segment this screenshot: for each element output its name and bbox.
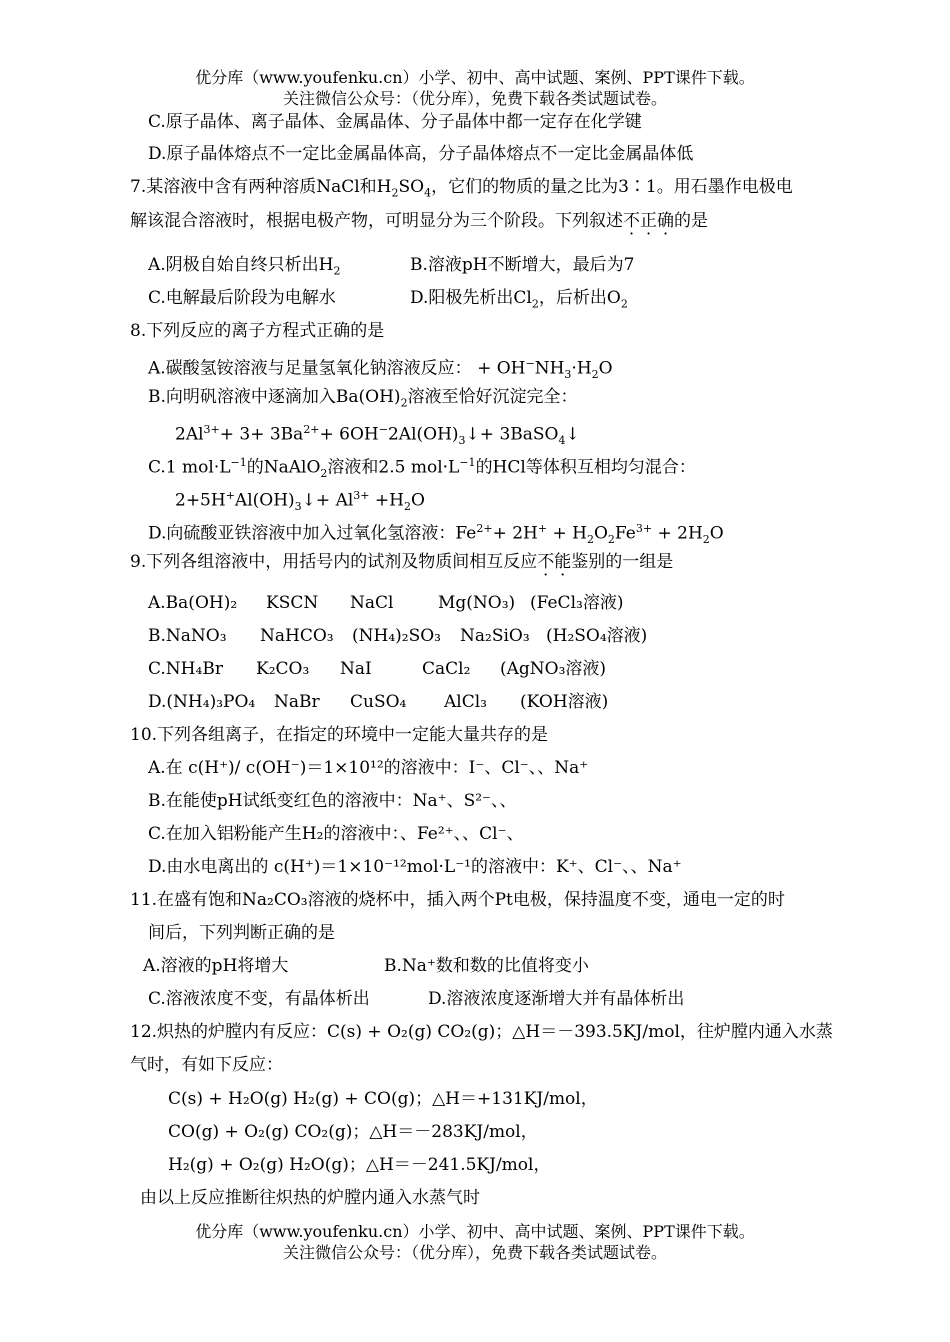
reagent-cell: NaHCO₃ xyxy=(260,626,334,646)
reagent-cell: Mg(NO₃) xyxy=(438,593,516,613)
footer-line-1: 优分库（www.youfenku.cn）小学、初中、高中试题、案例、PPT课件下载。 xyxy=(195,1222,755,1241)
emphasis-char: 确 xyxy=(657,211,674,231)
reagent-cell: B.NaNO₃ xyxy=(148,626,227,646)
reagent-cell: AlCl₃ xyxy=(444,692,487,712)
q9-stem: 9.下列各组溶液中，用括号内的试剂及物质间相互反应不能鉴别的一组是 xyxy=(130,552,674,572)
q12-stem-line-1: 12.炽热的炉膛内有反应：C(s) + O₂(g) CO₂(g)；△H＝－393.5KJ/mol，往炉膛内通入水蒸 xyxy=(130,1022,833,1042)
footer-line-2: 关注微信公众号：（优分库），免费下载各类试题试卷。 xyxy=(282,1243,667,1262)
q7-option-b: B.溶液pH不断增大，最后为7 xyxy=(410,255,635,275)
q10-option-c: C.在加入铝粉能产生H₂的溶液中：、Fe²⁺、、Cl⁻、 xyxy=(148,824,524,844)
q8-option-b-equation: $2Al^{3+}+ 3+ 3Ba^{2+}+$ $6OH^-2Al(OH)_3↓+$ 3BaSO$_4$↓ xyxy=(175,423,580,448)
q10-option-a: A.在 c(H⁺)/ c(OH⁻)＝1×10¹²的溶液中：I⁻、Cl⁻、、Na⁺ xyxy=(148,758,589,778)
q12-conclusion: 由以上反应推断往炽热的炉膛内通入水蒸气时 xyxy=(140,1188,480,1208)
q7-stem-line-1: 7.某溶液中含有两种溶质NaCl和$H_2SO_4$，它们的物质的量之比为3∶1。用石墨作电极电 xyxy=(130,177,793,200)
q6-option-d: D.原子晶体熔点不一定比金属晶体高，分子晶体熔点不一定比金属晶体低 xyxy=(148,144,694,164)
q11-stem-line-2: 间后，下列判断正确的是 xyxy=(148,923,335,943)
q11-stem-line-1: 11.在盛有饱和Na₂CO₃溶液的烧杯中，插入两个Pt电极，保持温度不变，通电一定的时 xyxy=(130,890,785,910)
reagent-cell: CuSO₄ xyxy=(350,692,407,712)
emphasis-char: 不 xyxy=(623,211,640,231)
emphasis-char: 正 xyxy=(640,211,657,231)
q11-option-b: B.Na⁺数和数的比值将变小 xyxy=(384,956,589,976)
q12-equation-3: H₂(g) + O₂(g) H₂O(g)；△H＝－241.5KJ/mol， xyxy=(168,1155,551,1175)
q11-option-c: C.溶液浓度不变，有晶体析出 xyxy=(148,989,370,1009)
reagent-cell: Na₂SiO₃ xyxy=(460,626,530,646)
q7-option-d: D.阳极先析出$Cl_2$，后析出$O_2$ xyxy=(410,288,628,311)
reagent-cell: (NH₄)₂SO₃ xyxy=(352,626,441,646)
reagent-cell: (AgNO₃溶液) xyxy=(500,659,607,679)
q8-option-a: A.碳酸氢铵溶液与足量氢氧化钠溶液反应： + $OH^-NH_3\cdot H_2O$ xyxy=(148,357,613,382)
q8-option-b: B.向明矾溶液中逐滴加入$Ba(OH)_2$溶液至恰好沉淀完全： xyxy=(148,387,578,410)
emphasis-char: 不 xyxy=(537,552,555,572)
q8-option-c: C.1 $mol\cdot L^{-1}$的NaAlO$_2$溶液和2.5 $mol\cdot L^{-1}$的HCl等体积互相均匀混合： xyxy=(148,456,696,481)
reagent-cell: CaCl₂ xyxy=(422,659,471,679)
reagent-cell: (H₂SO₄溶液) xyxy=(546,626,648,646)
q12-equation-1: C(s) + H₂O(g) H₂(g) + CO(g)；△H＝+131KJ/mol， xyxy=(168,1089,598,1109)
q12-equation-2: CO(g) + O₂(g) CO₂(g)；△H＝－283KJ/mol， xyxy=(168,1122,538,1142)
reagent-cell: D.(NH₄)₃PO₄ xyxy=(148,692,256,712)
reagent-cell: KSCN xyxy=(266,593,319,613)
q8-option-c-equation: $2+5H^+Al(OH)_3↓+ Al^{3+} +H_2O$ xyxy=(175,489,425,514)
reagent-cell: C.NH₄Br xyxy=(148,659,223,679)
reagent-cell: NaI xyxy=(340,659,372,679)
q10-option-b: B.在能使pH试纸变红色的溶液中：Na⁺、S²⁻、、 xyxy=(148,791,517,811)
q10-option-d: D.由水电离出的 c(H⁺)＝1×10⁻¹²mol·L⁻¹的溶液中：K⁺、Cl⁻、、Na⁺ xyxy=(148,857,682,877)
q8-option-d: D.向硫酸亚铁溶液中加入过氧化氢溶液：$Fe^{2+}+ 2H^+ + H_2O_2Fe^{3+} + 2H_2O$ xyxy=(148,522,724,547)
reagent-cell: NaCl xyxy=(350,593,394,613)
emphasis-char: 能 xyxy=(554,552,572,572)
q8-stem: 8.下列反应的离子方程式正确的是 xyxy=(130,321,385,341)
reagent-cell: (KOH溶液) xyxy=(520,692,609,712)
q10-stem: 10.下列各组离子，在指定的环境中一定能大量共存的是 xyxy=(130,725,549,745)
q6-option-c: C.原子晶体、离子晶体、金属晶体、分子晶体中都一定存在化学键 xyxy=(148,112,642,132)
reagent-cell: K₂CO₃ xyxy=(256,659,310,679)
reagent-cell: A.Ba(OH)₂ xyxy=(148,593,238,613)
reagent-cell: (FeCl₃溶液) xyxy=(530,593,624,613)
header-line-2: 关注微信公众号：（优分库），免费下载各类试题试卷。 xyxy=(282,89,667,108)
q12-stem-line-2: 气时，有如下反应： xyxy=(130,1055,283,1075)
q7-option-a: A.阴极自始自终只析出$H_2$ xyxy=(148,255,341,278)
q7-stem-line-2: 解该混合溶液时，根据电极产物，可明显分为三个阶段。下列叙述不正确的是 xyxy=(130,211,708,231)
reagent-cell: NaBr xyxy=(274,692,320,712)
header-line-1: 优分库（www.youfenku.cn）小学、初中、高中试题、案例、PPT课件下载。 xyxy=(195,68,755,87)
q11-option-d: D.溶液浓度逐渐增大并有晶体析出 xyxy=(428,989,685,1009)
q7-option-c: C.电解最后阶段为电解水 xyxy=(148,288,336,308)
q11-option-a: A.溶液的pH将增大 xyxy=(143,956,289,976)
